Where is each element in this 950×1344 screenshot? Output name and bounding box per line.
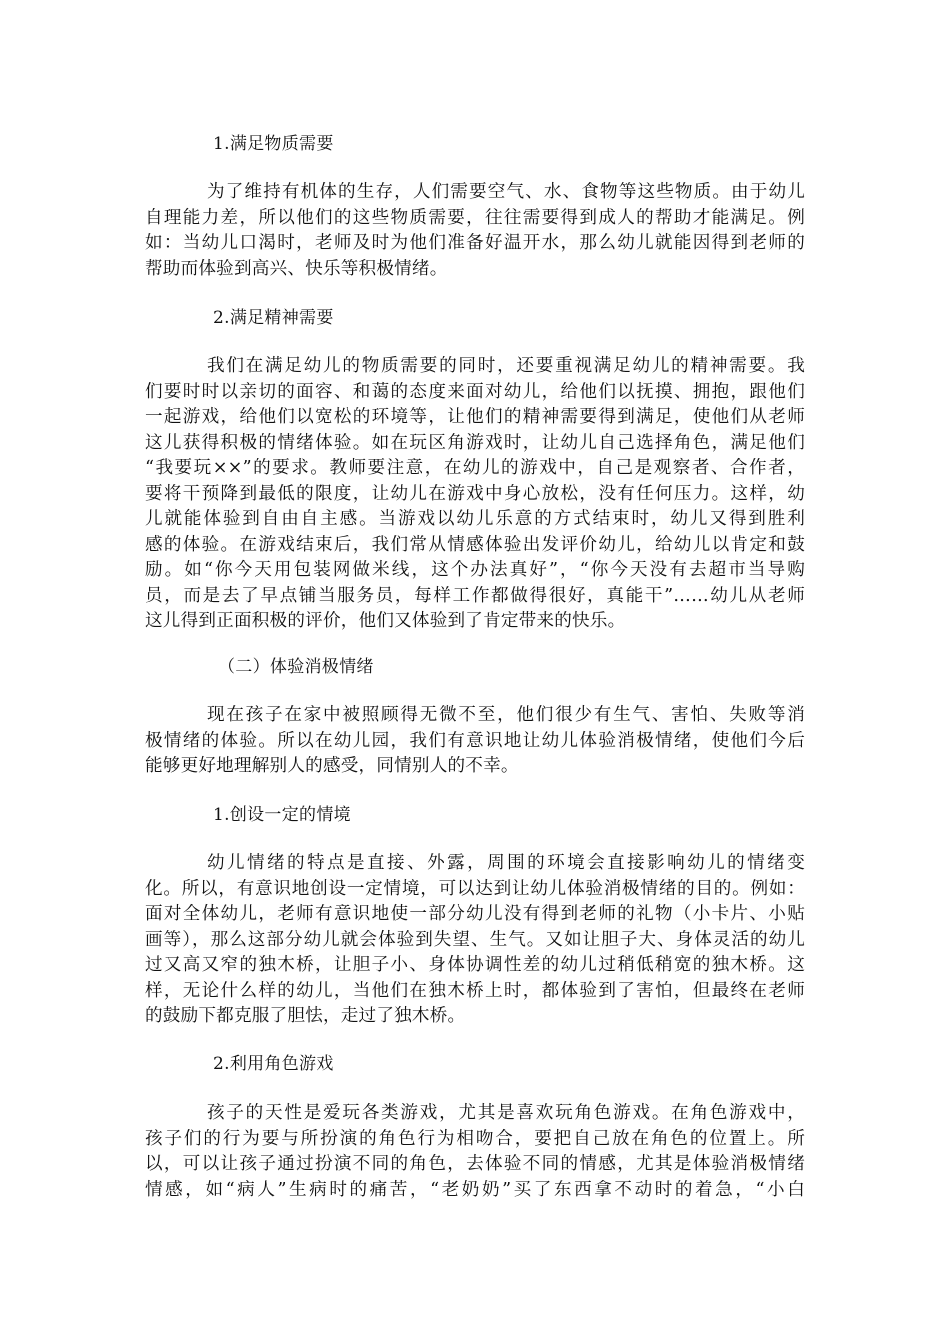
paragraph-line: 励。如“你今天用包装网做米线，这个办法真好”，“你今天没有去超市当导购 [145, 560, 805, 580]
section-heading: （二）体验消极情绪 [218, 657, 374, 677]
paragraph-line: 为了维持有机体的生存，人们需要空气、水、食物等这些物质。由于幼儿 [207, 182, 805, 202]
paragraph-line: 员，而是去了早点铺当服务员，每样工作都做得很好，真能干”……幼儿从老师 [145, 585, 805, 606]
paragraph-line: 要将干预降到最低的限度，让幼儿在游戏中身心放松，没有任何压力。这样，幼 [145, 483, 805, 504]
paragraph-line: 幼儿情绪的特点是直接、外露，周围的环境会直接影响幼儿的情绪变 [207, 853, 805, 873]
paragraph-line: 这儿得到正面积极的评价，他们又体验到了肯定带来的快乐。 [145, 611, 626, 631]
paragraph-line: 极情绪的体验。所以在幼儿园，我们有意识地让幼儿体验消极情绪，使他们今后 [145, 730, 805, 751]
paragraph-line: 自理能力差，所以他们的这些物质需要，往往需要得到成人的帮助才能满足。例 [145, 207, 805, 228]
section-heading: 2.满足精神需要 [213, 308, 334, 328]
paragraph [145, 180, 805, 282]
paragraph-line: 一起游戏，给他们以宽松的环境等，让他们的精神需要得到满足，使他们从老师 [145, 407, 805, 427]
paragraph [145, 354, 805, 635]
paragraph-line: 这儿获得积极的情绪体验。如在玩区角游戏时，让幼儿自己选择角色，满足他们 [145, 432, 805, 453]
paragraph-line: 样，无论什么样的幼儿，当他们在独木桥上时，都体验到了害怕，但最终在老师 [145, 980, 805, 1001]
paragraph-line: 孩子们的行为要与所扮演的角色行为相吻合，要把自己放在角色的位置上。所 [145, 1128, 805, 1149]
paragraph-line: 能够更好地理解别人的感受，同情别人的不幸。 [145, 756, 519, 776]
paragraph-line: 现在孩子在家中被照顾得无微不至，他们很少有生气、害怕、失败等消 [207, 705, 805, 725]
paragraph-line: 面对全体幼儿，老师有意识地使一部分幼儿没有得到老师的礼物（小卡片、小贴 [145, 904, 805, 924]
paragraph-line: 化。所以，有意识地创设一定情境，可以达到让幼儿体验消极情绪的目的。例如： [145, 878, 805, 899]
paragraph-line: 们要时时以亲切的面容、和蔼的态度来面对幼儿，给他们以抚摸、拥抱，跟他们 [145, 381, 805, 402]
section-heading: 1.创设一定的情境 [213, 805, 351, 825]
section-heading: 2.利用角色游戏 [213, 1054, 334, 1074]
section-heading: 1.满足物质需要 [213, 134, 334, 154]
paragraph [145, 851, 805, 1030]
paragraph-line: 情感，如“病人”生病时的痛苦，“老奶奶”买了东西拿不动时的着急，“小白 [145, 1179, 805, 1200]
paragraph-line: 我们在满足幼儿的物质需要的同时，还要重视满足幼儿的精神需要。我 [207, 356, 805, 376]
paragraph-line: “我要玩××”的要求。教师要注意，在幼儿的游戏中，自己是观察者、合作者， [145, 458, 805, 478]
paragraph-line: 孩子的天性是爱玩各类游戏，尤其是喜欢玩角色游戏。在角色游戏中， [207, 1103, 805, 1123]
paragraph [145, 703, 805, 780]
paragraph-line: 的鼓励下都克服了胆怯，走过了独木桥。 [145, 1006, 466, 1026]
paragraph-line: 帮助而体验到高兴、快乐等积极情绪。 [145, 258, 448, 279]
paragraph [145, 1101, 805, 1203]
paragraph-line: 画等），那么这部分幼儿就会体验到失望、生气。又如让胆子大、身体灵活的幼儿 [145, 929, 805, 950]
paragraph-line: 如：当幼儿口渴时，老师及时为他们准备好温开水，那么幼儿就能因得到老师的 [145, 233, 805, 253]
paragraph-line: 儿就能体验到自由自主感。当游戏以幼儿乐意的方式结束时，幼儿又得到胜利 [145, 509, 805, 529]
paragraph-line: 以，可以让孩子通过扮演不同的角色，去体验不同的情感，尤其是体验消极情绪 [145, 1154, 805, 1174]
paragraph-line: 感的体验。在游戏结束后，我们常从情感体验出发评价幼儿，给幼儿以肯定和鼓 [145, 534, 805, 555]
paragraph-line: 过又高又窄的独木桥，让胆子小、身体协调性差的幼儿过稍低稍宽的独木桥。这 [145, 955, 805, 975]
